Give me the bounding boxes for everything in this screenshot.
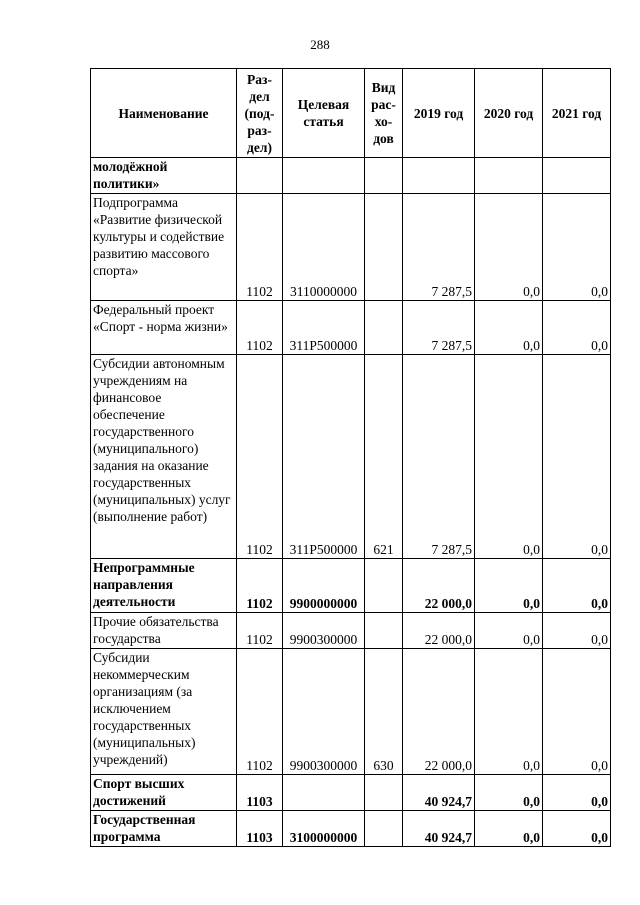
row-2019: 7 287,5 <box>403 194 475 301</box>
row-type <box>365 301 403 355</box>
row-2020: 0,0 <box>475 301 543 355</box>
row-2019 <box>403 158 475 194</box>
row-section <box>237 158 283 194</box>
header-section: Раз-дел (под-раз-дел) <box>237 69 283 158</box>
row-type: 621 <box>365 355 403 559</box>
row-type: 630 <box>365 649 403 775</box>
table-row <box>91 559 611 613</box>
row-name: Спорт высших достижений <box>91 775 237 811</box>
row-2021: 0,0 <box>543 613 611 649</box>
row-section: 1102 <box>237 355 283 559</box>
row-section: 1102 <box>237 194 283 301</box>
row-target <box>283 158 365 194</box>
row-name: молодёжной политики» <box>91 158 237 194</box>
row-2021: 0,0 <box>543 649 611 775</box>
row-2019: 40 924,7 <box>403 775 475 811</box>
row-target: 3100000000 <box>283 811 365 847</box>
row-type <box>365 811 403 847</box>
row-name: Подпрограмма «Развитие физической культуры и содействие развитию массового спорта» <box>91 194 237 301</box>
header-2020: 2020 год <box>475 69 543 158</box>
row-target <box>283 775 365 811</box>
header-type: Вид рас-хо-дов <box>365 69 403 158</box>
row-2019: 7 287,5 <box>403 355 475 559</box>
row-2021: 0,0 <box>543 355 611 559</box>
row-section: 1102 <box>237 613 283 649</box>
row-section: 1102 <box>237 649 283 775</box>
row-2019: 40 924,7 <box>403 811 475 847</box>
table-row <box>91 301 611 355</box>
row-name: Субсидии автономным учреждениям на финансовое обеспечение государственного (муниципального) задания на оказание государственных (муниципальных) услуг (выполнение работ) <box>91 355 237 559</box>
row-2019: 22 000,0 <box>403 613 475 649</box>
header-name: Наименование <box>91 69 237 158</box>
row-type <box>365 775 403 811</box>
row-section: 1102 <box>237 301 283 355</box>
row-2019: 7 287,5 <box>403 301 475 355</box>
row-2019: 22 000,0 <box>403 559 475 613</box>
row-type <box>365 194 403 301</box>
row-2021: 0,0 <box>543 301 611 355</box>
row-2020: 0,0 <box>475 775 543 811</box>
budget-table <box>90 68 611 847</box>
row-target: 311P500000 <box>283 355 365 559</box>
row-2020: 0,0 <box>475 649 543 775</box>
row-2020 <box>475 158 543 194</box>
table-row <box>91 811 611 847</box>
row-name: Субсидии некоммерческим организациям (за исключением государственных (муниципальных) учреждений) <box>91 649 237 775</box>
header-row <box>91 69 611 158</box>
row-2020: 0,0 <box>475 194 543 301</box>
row-target: 9900000000 <box>283 559 365 613</box>
row-name: Прочие обязательства государства <box>91 613 237 649</box>
row-name: Федеральный проект «Спорт - норма жизни» <box>91 301 237 355</box>
row-2021: 0,0 <box>543 775 611 811</box>
row-2019: 22 000,0 <box>403 649 475 775</box>
table-row <box>91 775 611 811</box>
row-2020: 0,0 <box>475 613 543 649</box>
row-2021: 0,0 <box>543 559 611 613</box>
header-target: Целевая статья <box>283 69 365 158</box>
header-2019: 2019 год <box>403 69 475 158</box>
row-2020: 0,0 <box>475 559 543 613</box>
row-2020: 0,0 <box>475 355 543 559</box>
table-row <box>91 158 611 194</box>
table-row <box>91 649 611 775</box>
page-number: 288 <box>310 37 330 52</box>
row-type <box>365 613 403 649</box>
header-2021: 2021 год <box>543 69 611 158</box>
row-target: 311P500000 <box>283 301 365 355</box>
table-row <box>91 613 611 649</box>
row-target: 3110000000 <box>283 194 365 301</box>
table-row <box>91 194 611 301</box>
table-row <box>91 355 611 559</box>
row-section: 1102 <box>237 559 283 613</box>
row-type <box>365 158 403 194</box>
row-name: Непрограммные направления деятельности <box>91 559 237 613</box>
row-2021: 0,0 <box>543 811 611 847</box>
row-target: 9900300000 <box>283 649 365 775</box>
row-2021: 0,0 <box>543 194 611 301</box>
row-target: 9900300000 <box>283 613 365 649</box>
row-type <box>365 559 403 613</box>
row-section: 1103 <box>237 775 283 811</box>
row-2020: 0,0 <box>475 811 543 847</box>
row-section: 1103 <box>237 811 283 847</box>
row-name: Государственная программа <box>91 811 237 847</box>
row-2021 <box>543 158 611 194</box>
